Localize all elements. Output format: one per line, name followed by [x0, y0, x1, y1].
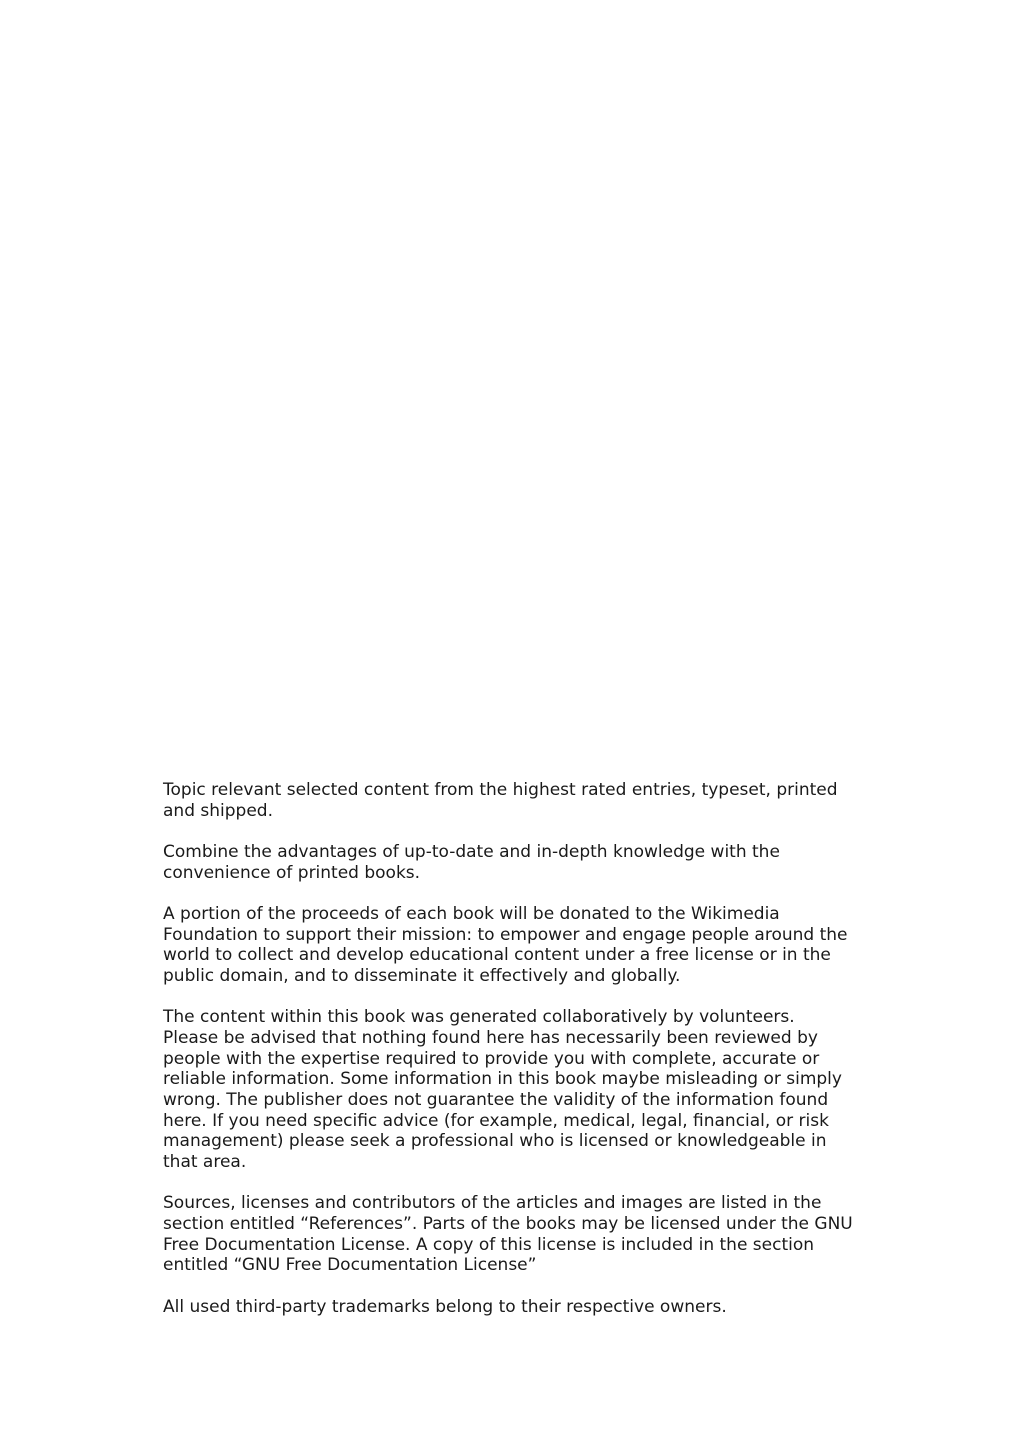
paragraph-advantages: Combine the advantages of up-to-date and in-depth knowledge with the convenience of printed books. [163, 841, 780, 883]
paragraph-wikimedia-donation: A portion of the proceeds of each book will be donated to the Wikimedia Foundation to support their mission: to empower and engage people around the world to collect and develop educational content under a free license or in the public domain, and to disseminate it effectively and globally. [163, 903, 848, 986]
paragraph-trademarks: All used third-party trademarks belong to their respective owners. [163, 1296, 727, 1317]
paragraph-content-selection: Topic relevant selected content from the highest rated entries, typeset, printed and shipped. [163, 780, 838, 821]
paragraph-sources-licenses: Sources, licenses and contributors of the articles and images are listed in the section entitled “References”. Parts of the books may be licensed under the GNU Free Documentation License. A copy of this license is included in the section entitled “GNU Free Documentation License” [163, 1193, 853, 1276]
publisher-notice [163, 780, 863, 1317]
paragraph-disclaimer: The content within this book was generated collaboratively by volunteers. Please be advised that nothing found here has necessarily been reviewed by people with the expertise required to provide you with complete, accurate or reliable information. Some information in this book maybe misleading or simply wrong. The publisher does not guarantee the validity of the information found here. If you need specific advice (for example, medical, legal, financial, or risk management) please seek a professional who is licensed or knowledgeable in that area. [163, 1007, 842, 1173]
